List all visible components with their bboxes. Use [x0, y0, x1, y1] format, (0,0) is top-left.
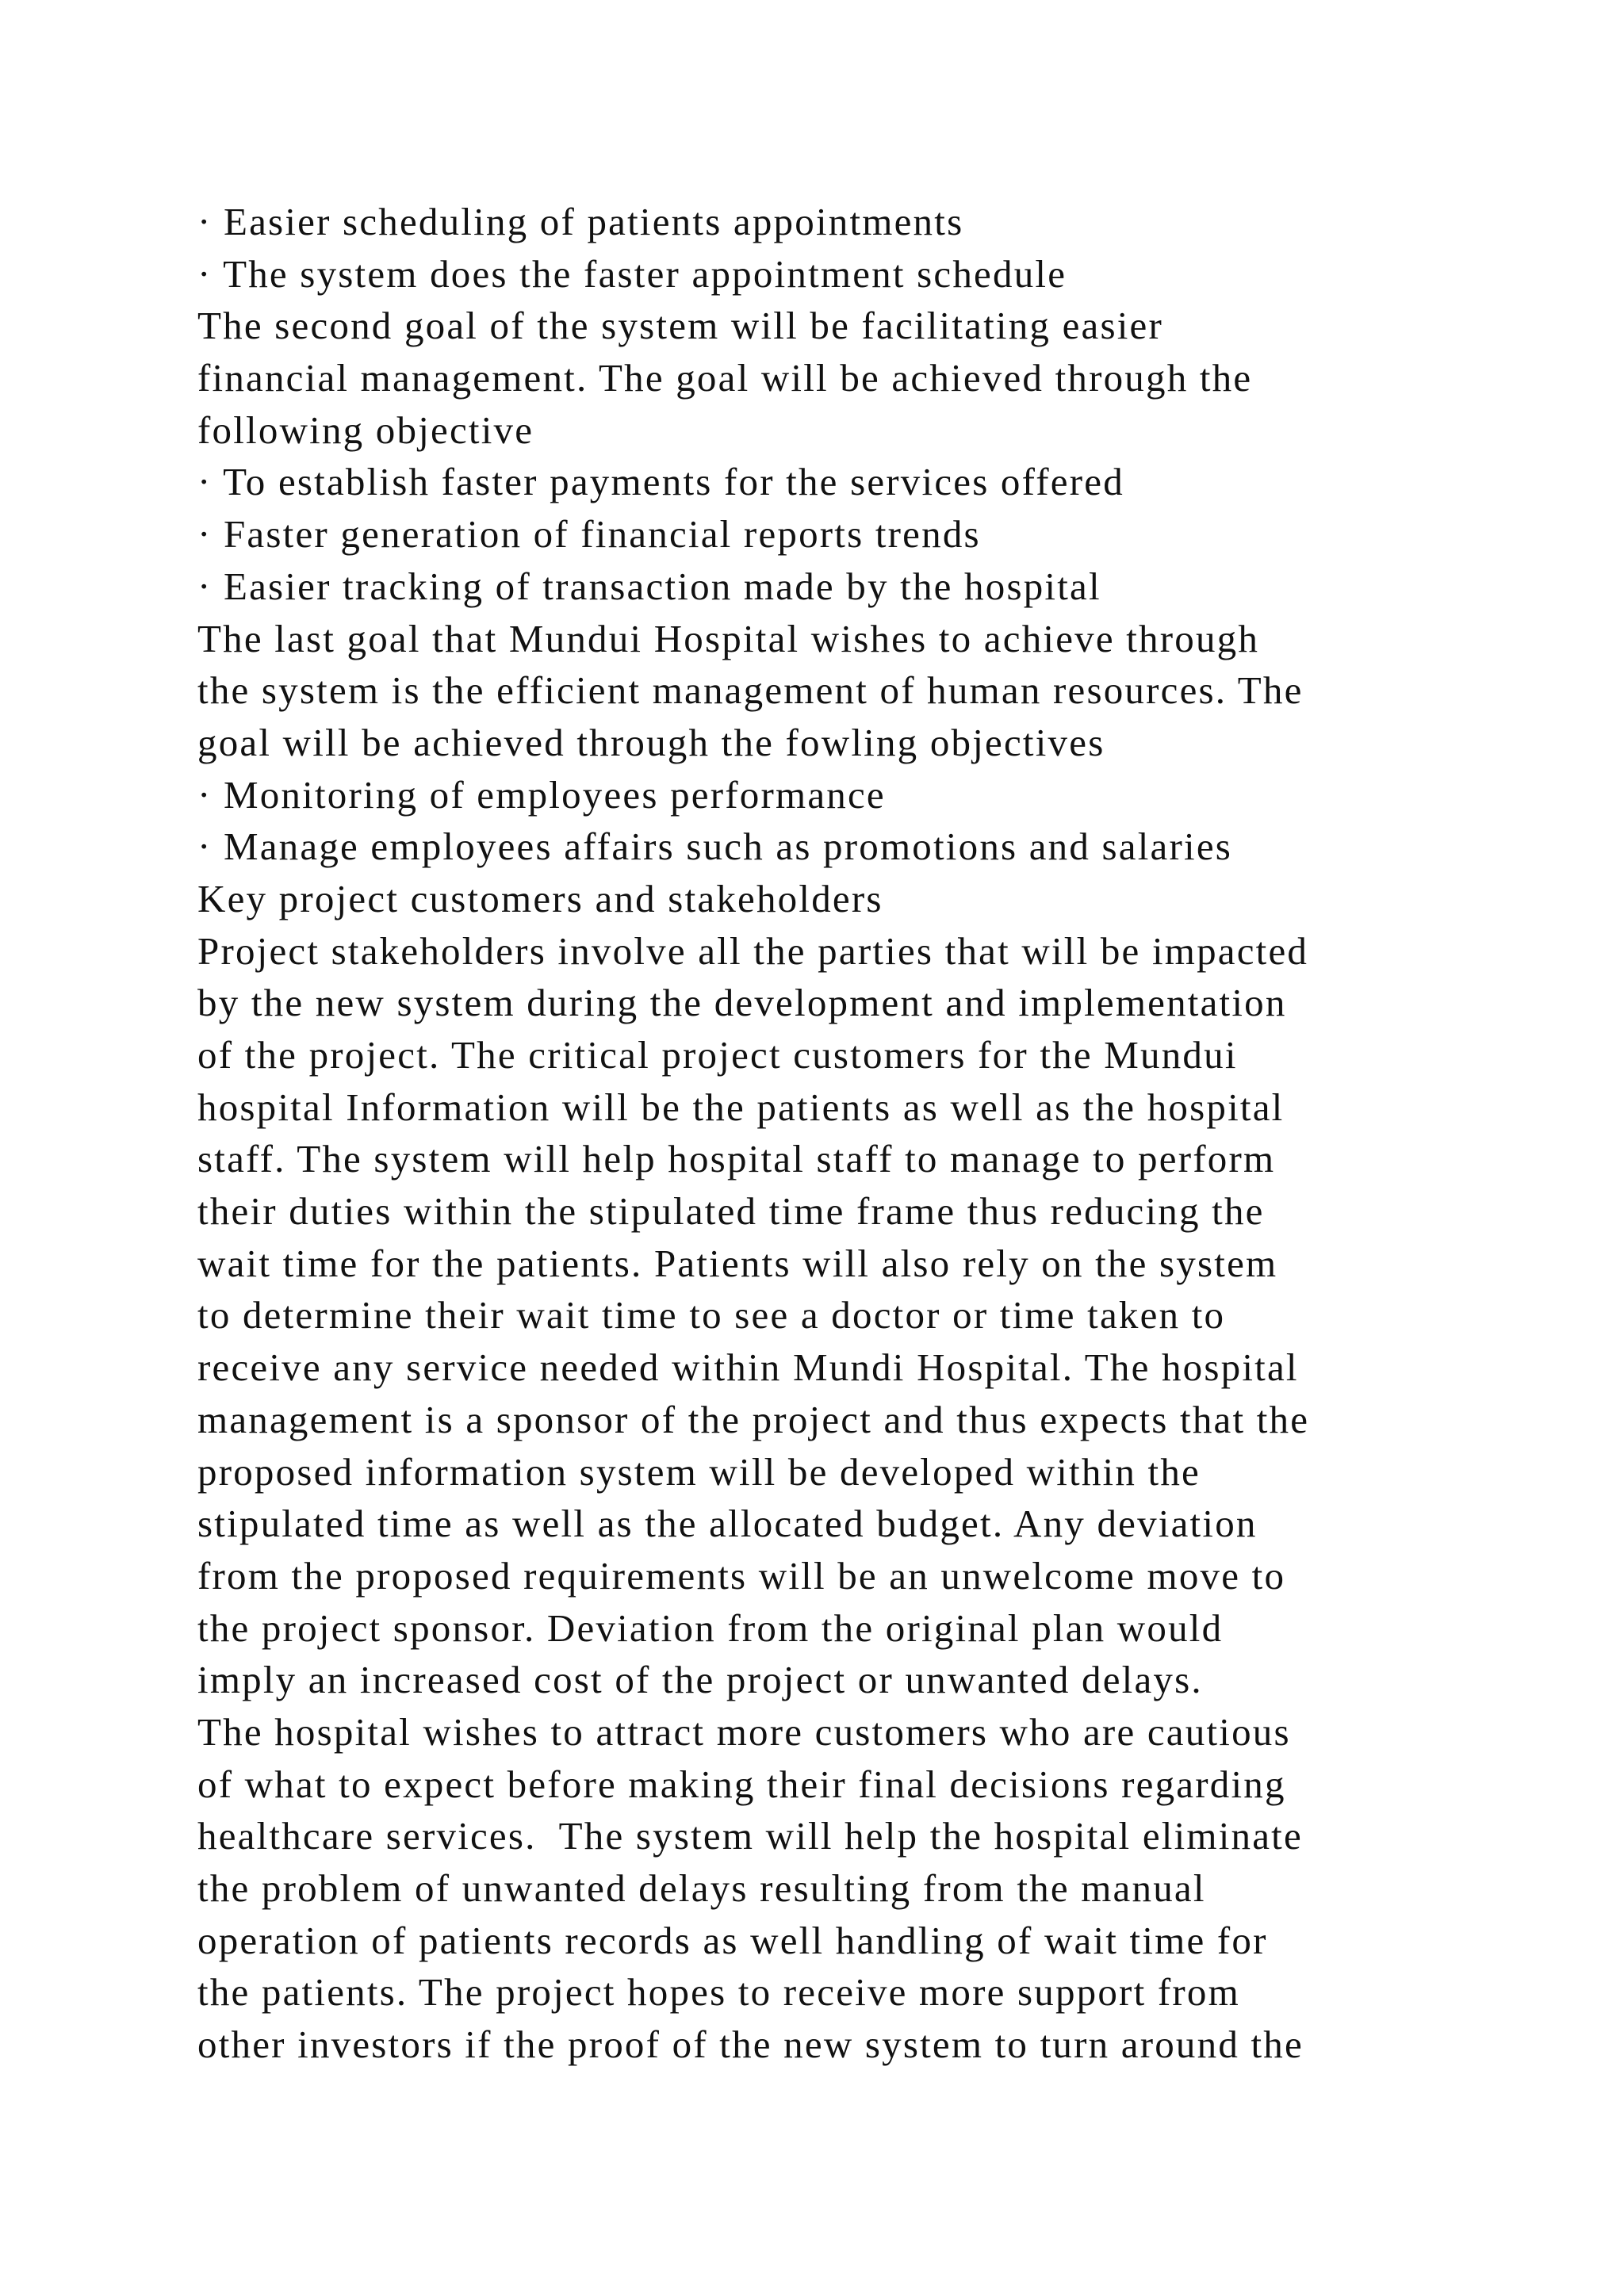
paragraph-line: following objective [197, 408, 534, 452]
paragraph-line: of what to expect before making their final decisions regarding [197, 1762, 1286, 1806]
bullet-line: · Monitoring of employees performance [197, 772, 886, 817]
paragraph-line: the project sponsor. Deviation from the original plan would [197, 1605, 1224, 1650]
paragraph-line: operation of patients records as well handling of wait time for [197, 1918, 1268, 1962]
paragraph-line: staff. The system will help hospital staff to manage to perform [197, 1137, 1276, 1181]
paragraph-line: their duties within the stipulated time frame thus reducing the [197, 1189, 1265, 1234]
bullet-line: · To establish faster payments for the services offered [197, 460, 1124, 504]
section-heading: Key project customers and stakeholders [197, 876, 883, 920]
paragraph-line: the patients. The project hopes to receive more support from [197, 1970, 1240, 2015]
paragraph-line: management is a sponsor of the project and thus expects that the [197, 1397, 1310, 1441]
paragraph-line: goal will be achieved through the fowling objectives [197, 720, 1105, 764]
paragraph-line: by the new system during the development and implementation [197, 981, 1287, 1025]
paragraph-line: of the project. The critical project customers for the Mundui [197, 1033, 1238, 1077]
bullet-line: · Easier tracking of transaction made by the hospital [197, 564, 1101, 608]
paragraph-line: the system is the efficient management of human resources. The [197, 668, 1304, 713]
paragraph-line: The last goal that Mundui Hospital wishes to achieve through [197, 616, 1260, 660]
paragraph-line: to determine their wait time to see a doctor or time taken to [197, 1293, 1226, 1337]
bullet-line: · Easier scheduling of patients appointments [197, 200, 964, 243]
bullet-line: · Faster generation of financial reports trends [197, 512, 981, 557]
bullet-line: · The system does the faster appointment schedule [197, 251, 1067, 296]
bullet-line: · Manage employees affairs such as promotions and salaries [197, 825, 1233, 869]
paragraph-line: healthcare services. The system will help the hospital eliminate [197, 1814, 1303, 1858]
paragraph-line: Project stakeholders involve all the parties that will be impacted [197, 928, 1309, 973]
paragraph-line: from the proposed requirements will be an unwelcome move to [197, 1553, 1286, 1598]
paragraph-line: stipulated time as well as the allocated budget. Any deviation [197, 1502, 1258, 1546]
paragraph-line: the problem of unwanted delays resulting from the manual [197, 1866, 1206, 1910]
paragraph-line: proposed information system will be developed within the [197, 1449, 1201, 1494]
paragraph-line: imply an increased cost of the project or unwanted delays. [197, 1658, 1203, 1702]
paragraph-line: hospital Information will be the patients as well as the hospital [197, 1085, 1285, 1129]
paragraph-line: other investors if the proof of the new system to turn around the [197, 2022, 1304, 2067]
paragraph-line: receive any service needed within Mundi Hospital. The hospital [197, 1345, 1299, 1390]
paragraph-line: The hospital wishes to attract more customers who are cautious [197, 1709, 1291, 1754]
paragraph-line: wait time for the patients. Patients will also rely on the system [197, 1241, 1278, 1285]
document-text [197, 196, 1609, 2071]
paragraph-line: The second goal of the system will be facilitating easier [197, 304, 1164, 348]
paragraph-line: financial management. The goal will be achieved through the [197, 356, 1253, 400]
